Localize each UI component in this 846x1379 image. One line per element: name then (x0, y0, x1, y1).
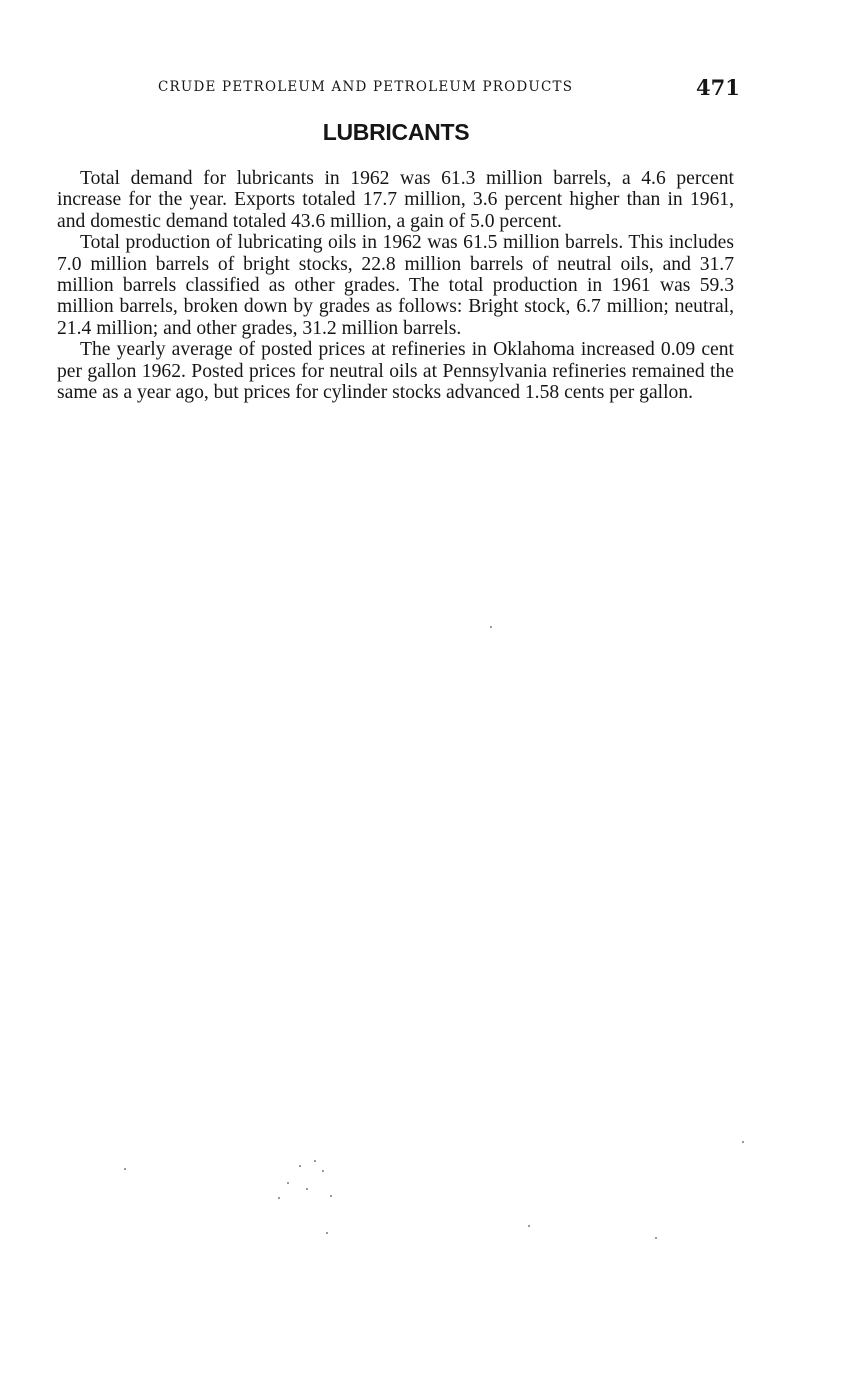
scan-speck (299, 1165, 301, 1167)
scan-speck (330, 1195, 332, 1197)
scan-speck (742, 1141, 744, 1143)
scan-speck (287, 1182, 289, 1184)
paragraph-demand: Total demand for lubricants in 1962 was 61.3 million barrels, a 4.6 percent increase for the year. Exports totaled 17.7 million, 3.6 percent higher than in 1961, and domestic demand totaled 43.6 million, a gain of 5.0 percent. (57, 168, 734, 232)
section-title: LUBRICANTS (322, 119, 470, 145)
paragraph-prices: The yearly average of posted prices at refineries in Oklahoma increased 0.09 cent per gallon 1962. Posted prices for neutral oils at Pennsylvania refineries remained the same as a year ago, but prices for cylinder stocks advanced 1.58 cents per gallon. (57, 339, 734, 404)
page-number: 471 (696, 75, 740, 100)
paragraph-production: Total production of lubricating oils in 1962 was 61.5 million barrels. This includes 7.0 million barrels of bright stocks, 22.8 million barrels of neutral oils, and 31.7 million barrels classified as other grades. The total production in 1961 was 59.3 million barrels, broken down by grades as follows: Bright stock, 6.7 million; neutral, 21.4 million; and other grades, 31.2 million barrels. (57, 232, 734, 339)
scan-speck (655, 1237, 657, 1239)
scan-speck (124, 1168, 126, 1170)
scan-speck (278, 1197, 280, 1199)
scan-speck (322, 1170, 324, 1172)
scan-speck (528, 1225, 530, 1227)
scan-speck (314, 1160, 316, 1162)
scan-speck (326, 1232, 328, 1234)
running-head: CRUDE PETROLEUM AND PETROLEUM PRODUCTS (158, 79, 574, 95)
scan-speck (490, 626, 492, 628)
body-text (57, 168, 734, 403)
scan-speck (306, 1188, 308, 1190)
